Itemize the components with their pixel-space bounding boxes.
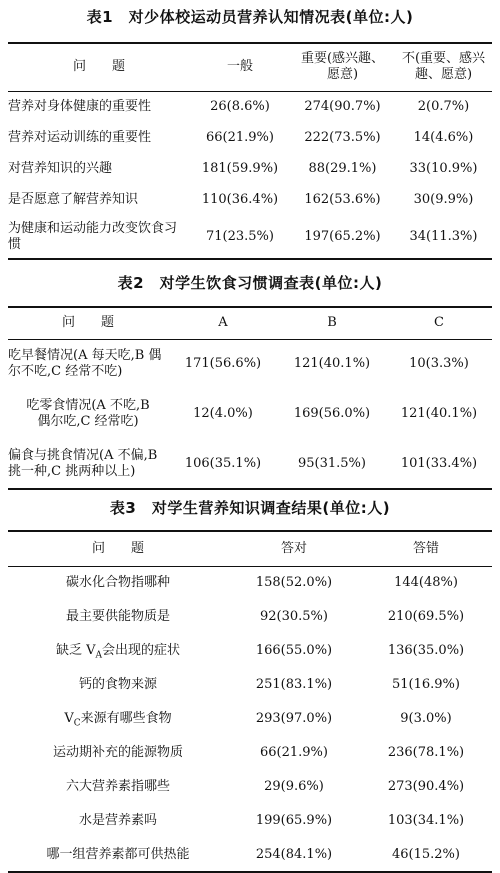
table1-r4-important: 162(53.6%) xyxy=(304,191,381,207)
table1-title: 表1 对少体校运动员营养认知情况表(单位:人) xyxy=(86,8,414,26)
table2-header-row xyxy=(8,307,492,339)
table2-header-c: C xyxy=(434,315,444,331)
table-row xyxy=(8,153,492,184)
table3-r6-question: 运动期补充的能源物质 xyxy=(52,745,183,760)
table3-r5-question-sub: C xyxy=(73,718,81,729)
table3-r4-correct: 251(83.1%) xyxy=(255,677,333,692)
table1-r2-general: 66(21.9%) xyxy=(206,129,274,145)
table-row xyxy=(8,184,492,215)
table-row xyxy=(8,702,492,736)
table1-header-not: 不(重要、感兴趣、愿意) xyxy=(401,51,486,83)
table3-header-question: 问 题 xyxy=(91,540,144,556)
table3-r5-correct: 293(97.0%) xyxy=(255,711,333,726)
table1 xyxy=(8,42,492,260)
table3-header-correct: 答对 xyxy=(280,540,307,556)
table2-r2-c: 121(40.1%) xyxy=(400,406,478,421)
table-row xyxy=(8,770,492,804)
table-row xyxy=(8,600,492,634)
table-row xyxy=(8,122,492,153)
table3-r4-question: 钙的食物来源 xyxy=(78,677,157,692)
table2-r1-question: 吃早餐情况(A 每天吃,B 偶尔不吃,C 经常不吃) xyxy=(8,348,162,380)
table3-r1-correct: 158(52.0%) xyxy=(255,575,333,591)
table3-r8-correct: 199(65.9%) xyxy=(255,813,333,828)
table1-r2-question: 营养对运动训练的重要性 xyxy=(8,129,152,145)
table1-r5-general: 71(23.5%) xyxy=(206,228,274,244)
table1-header-row xyxy=(8,43,492,91)
table3-r2-correct: 92(30.5%) xyxy=(260,609,328,624)
table3-r9-question: 哪一组营养素都可供热能 xyxy=(46,846,190,862)
table3-r3-question xyxy=(8,634,228,668)
table3-r1-question: 碳水化合物指哪种 xyxy=(65,575,170,591)
table2-title: 表2 对学生饮食习惯调查表(单位:人) xyxy=(117,274,383,292)
table-row xyxy=(8,339,492,389)
table-row xyxy=(8,668,492,702)
table-row xyxy=(8,439,492,489)
table2-header-question: 问 题 xyxy=(61,315,114,331)
table1-r5-important: 197(65.2%) xyxy=(304,228,381,244)
table3-r6-wrong: 236(78.1%) xyxy=(387,745,465,760)
table1-r2-not: 14(4.6%) xyxy=(413,129,474,145)
table3-r2-question: 最主要供能物质是 xyxy=(65,609,170,624)
table-row xyxy=(8,634,492,668)
table3-r2-wrong: 210(69.5%) xyxy=(387,609,465,624)
table-row xyxy=(8,389,492,439)
table3-header-wrong: 答错 xyxy=(412,540,439,556)
table1-r4-not: 30(9.9%) xyxy=(413,191,474,207)
table1-r5-question: 为健康和运动能力改变饮食习惯 xyxy=(8,220,178,252)
table3-header-row xyxy=(8,531,492,566)
table3-title: 表3 对学生营养知识调查结果(单位:人) xyxy=(109,499,391,517)
table1-r3-general: 181(59.9%) xyxy=(201,160,279,176)
table1-r1-question: 营养对身体健康的重要性 xyxy=(8,98,152,114)
table1-r1-important: 274(90.7%) xyxy=(304,98,381,114)
table-row xyxy=(8,91,492,122)
table2-r1-c: 10(3.3%) xyxy=(409,356,469,372)
table3-r9-wrong: 46(15.2%) xyxy=(392,846,460,862)
table3-r7-correct: 29(9.6%) xyxy=(264,779,324,794)
table2-r1-a: 171(56.6%) xyxy=(184,356,262,372)
table2-r1-b: 121(40.1%) xyxy=(293,356,371,372)
table-row xyxy=(8,215,492,259)
table2-r3-a: 106(35.1%) xyxy=(184,455,262,471)
table3-r7-wrong: 273(90.4%) xyxy=(387,779,465,794)
table3-r5-wrong: 9(3.0%) xyxy=(400,711,452,726)
table3-r3-correct: 166(55.0%) xyxy=(255,643,333,658)
table3-r9-correct: 254(84.1%) xyxy=(255,846,333,862)
table3-r5-question xyxy=(8,702,228,736)
table2-r2-a: 12(4.0%) xyxy=(193,406,253,421)
table-row xyxy=(8,566,492,600)
table2-r3-c: 101(33.4%) xyxy=(400,455,478,471)
table1-r4-question: 是否愿意了解营养知识 xyxy=(8,191,139,207)
table3-r3-question-head: 缺乏 V xyxy=(55,643,96,658)
table1-r3-important: 88(29.1%) xyxy=(308,160,377,176)
table2 xyxy=(8,306,492,490)
table-row xyxy=(8,838,492,872)
table2-header-a: A xyxy=(218,315,228,331)
table3-r5-question-head: V xyxy=(64,711,74,726)
table1-r3-question: 对营养知识的兴趣 xyxy=(8,160,113,176)
table3 xyxy=(8,530,492,873)
table3-r3-question-sub: A xyxy=(95,650,102,661)
table3-r8-question: 水是营养素吗 xyxy=(78,813,157,828)
table1-r4-general: 110(36.4%) xyxy=(201,191,279,207)
table1-r5-not: 34(11.3%) xyxy=(409,228,478,244)
table1-r3-not: 33(10.9%) xyxy=(409,160,478,176)
table3-r4-wrong: 51(16.9%) xyxy=(392,677,460,692)
table1-header-important: 重要(感兴趣、愿意) xyxy=(300,51,385,83)
table3-r3-question-tail: 会出现的症状 xyxy=(102,643,181,658)
table2-r3-b: 95(31.5%) xyxy=(298,455,366,471)
table1-r1-not: 2(0.7%) xyxy=(417,98,470,114)
table2-r3-question: 偏食与挑食情况(A 不偏,B 挑一种,C 挑两种以上) xyxy=(8,447,158,479)
table1-header-general: 一般 xyxy=(226,59,253,75)
table1-header-question: 问 题 xyxy=(72,59,125,75)
table1-r1-general: 26(8.6%) xyxy=(210,98,270,114)
table3-r3-wrong: 136(35.0%) xyxy=(387,643,465,658)
table-row xyxy=(8,804,492,838)
table-row xyxy=(8,736,492,770)
table2-r2-question: 吃零食情况(A 不吃,B 偶尔吃,C 经常吃) xyxy=(26,398,150,429)
table3-r7-question: 六大营养素指哪些 xyxy=(65,779,170,794)
table3-r8-wrong: 103(34.1%) xyxy=(387,813,465,828)
table3-r1-wrong: 144(48%) xyxy=(394,575,458,591)
table1-r2-important: 222(73.5%) xyxy=(304,129,381,145)
table3-r6-correct: 66(21.9%) xyxy=(260,745,328,760)
table2-header-b: B xyxy=(327,315,337,331)
table3-r5-question-tail: 来源有哪些食物 xyxy=(80,711,172,726)
table2-r2-b: 169(56.0%) xyxy=(293,406,371,421)
